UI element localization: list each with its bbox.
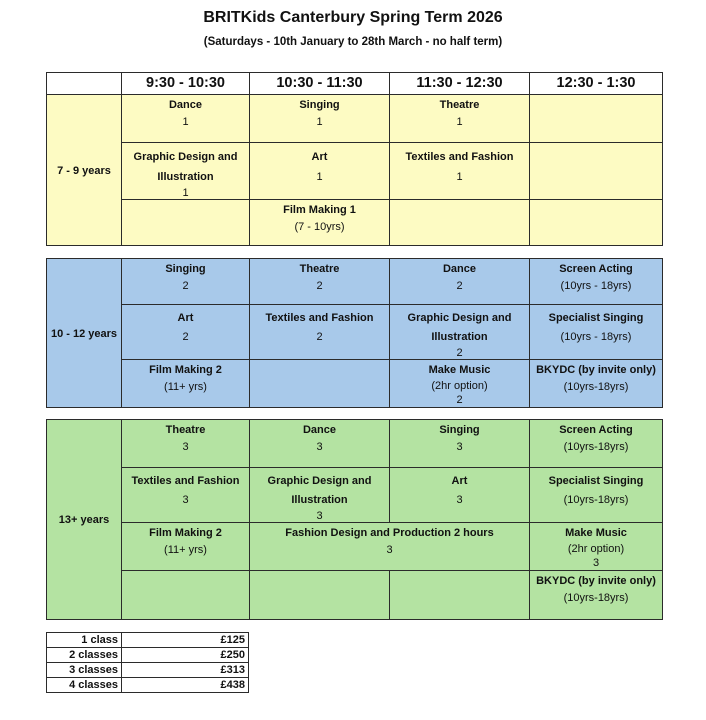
class-cell — [390, 468, 530, 523]
class-cell — [390, 360, 530, 408]
header-blank-cell — [47, 73, 122, 95]
class-cell — [390, 420, 530, 468]
class-cell — [250, 305, 390, 360]
class-name: Graphic Design and Illustration — [407, 312, 512, 343]
class-name: Film Making 2 — [149, 364, 222, 376]
class-detail: 2 — [316, 280, 323, 292]
price-label: 2 classes — [47, 648, 122, 663]
class-cell — [390, 143, 530, 200]
page-title: BRITKids Canterbury Spring Term 2026 — [203, 9, 503, 26]
class-name: Film Making 1 — [283, 204, 356, 216]
class-name: Theatre — [299, 263, 340, 275]
class-name: Theatre — [165, 424, 206, 436]
empty-cell — [530, 95, 663, 143]
time-slot-2: 10:30 - 11:30 — [250, 73, 390, 95]
class-cell — [530, 468, 663, 523]
class-cell — [530, 420, 663, 468]
class-cell — [250, 143, 390, 200]
class-detail: (10yrs-18yrs) — [563, 381, 629, 393]
class-cell — [530, 259, 663, 305]
class-detail: (10yrs - 18yrs) — [560, 280, 632, 292]
class-name: Screen Acting — [559, 263, 633, 275]
price-value: £313 — [122, 663, 249, 678]
class-detail: 1 — [456, 116, 463, 128]
price-row — [47, 678, 249, 693]
time-slot-3: 11:30 - 12:30 — [390, 73, 530, 95]
price-value: £438 — [122, 678, 249, 693]
empty-cell — [390, 571, 530, 620]
class-detail: 1 — [316, 116, 323, 128]
class-detail: (11+ yrs) — [164, 544, 207, 556]
price-row — [47, 648, 249, 663]
class-name: Film Making 2 — [149, 527, 222, 539]
class-cell — [122, 95, 250, 143]
class-name: Textiles and Fashion — [265, 312, 374, 324]
table-row — [47, 200, 663, 246]
class-detail: 1 — [182, 187, 189, 199]
class-detail: 3 — [386, 544, 393, 556]
class-name: Art — [311, 151, 328, 163]
class-name: BKYDC (by invite only) — [536, 575, 656, 587]
class-cell — [390, 259, 530, 305]
class-name: Graphic Design and Illustration — [133, 151, 238, 183]
class-cell — [530, 523, 663, 571]
price-table — [46, 632, 249, 693]
class-detail: 1 — [456, 171, 463, 183]
table-row — [47, 420, 663, 468]
class-cell — [122, 420, 250, 468]
class-name: Fashion Design and Production 2 hours — [285, 527, 494, 539]
timetable-7-9 — [46, 72, 663, 246]
class-detail: 2 — [456, 347, 463, 359]
class-name: Art — [177, 312, 194, 324]
price-label: 3 classes — [47, 663, 122, 678]
price-value: £125 — [122, 633, 249, 648]
class-detail-extra: 2 — [456, 394, 463, 406]
class-detail: 3 — [182, 441, 189, 453]
class-detail: (10yrs - 18yrs) — [560, 331, 632, 343]
class-cell — [250, 95, 390, 143]
class-name: BKYDC (by invite only) — [536, 364, 656, 376]
class-name: Make Music — [428, 364, 491, 376]
price-label: 1 class — [47, 633, 122, 648]
class-cell — [250, 420, 390, 468]
age-group-label: 13+ years — [47, 420, 122, 620]
class-detail: 3 — [456, 441, 463, 453]
empty-cell — [390, 200, 530, 246]
class-cell — [250, 200, 390, 246]
class-detail: 2 — [456, 280, 463, 292]
timetable-10-12 — [46, 258, 663, 408]
class-detail: 2 — [182, 331, 189, 343]
empty-cell — [530, 143, 663, 200]
class-detail: (2hr option) — [567, 543, 625, 555]
price-row — [47, 633, 249, 648]
time-slot-4: 12:30 - 1:30 — [530, 73, 663, 95]
class-detail: (11+ yrs) — [164, 381, 207, 393]
class-cell — [250, 468, 390, 523]
class-detail: (7 - 10yrs) — [294, 221, 345, 233]
class-cell — [122, 468, 250, 523]
class-detail: (10yrs-18yrs) — [563, 441, 629, 453]
class-detail: (2hr option) — [431, 380, 488, 392]
class-cell — [122, 259, 250, 305]
class-name: Make Music — [565, 527, 627, 539]
price-value: £250 — [122, 648, 249, 663]
class-cell — [390, 95, 530, 143]
table-row — [47, 468, 663, 523]
age-group-label: 10 - 12 years — [47, 259, 122, 408]
table-row — [47, 305, 663, 360]
table-row — [47, 523, 663, 571]
class-cell — [122, 305, 250, 360]
class-name: Screen Acting — [559, 424, 633, 436]
class-name: Theatre — [439, 99, 480, 111]
class-detail: (10yrs-18yrs) — [563, 592, 629, 604]
class-name: Specialist Singing — [548, 475, 644, 487]
empty-cell — [122, 571, 250, 620]
timetable-13-plus — [46, 419, 663, 620]
time-header-row — [47, 73, 663, 95]
price-row — [47, 663, 249, 678]
class-cell — [530, 305, 663, 360]
age-group-label: 7 - 9 years — [47, 95, 122, 246]
class-detail: 2 — [182, 280, 189, 292]
class-name: Graphic Design and Illustration — [267, 475, 372, 506]
class-name: Art — [451, 475, 468, 487]
class-cell — [122, 360, 250, 408]
class-name: Singing — [439, 424, 480, 436]
class-name: Dance — [442, 263, 477, 275]
empty-cell — [122, 200, 250, 246]
class-cell-wide — [250, 523, 530, 571]
class-detail: 3 — [182, 494, 189, 506]
class-detail-extra: 3 — [592, 557, 600, 569]
empty-cell — [530, 200, 663, 246]
class-name: Textiles and Fashion — [405, 151, 514, 163]
price-label: 4 classes — [47, 678, 122, 693]
class-name: Dance — [302, 424, 337, 436]
empty-cell — [250, 571, 390, 620]
class-detail: 1 — [316, 171, 323, 183]
class-name: Singing — [165, 263, 206, 275]
table-row — [47, 143, 663, 200]
class-name: Textiles and Fashion — [131, 475, 240, 487]
class-cell — [390, 305, 530, 360]
class-cell — [530, 571, 663, 620]
class-detail: 3 — [316, 510, 323, 522]
table-row — [47, 259, 663, 305]
class-name: Dance — [168, 99, 203, 111]
class-detail: (10yrs-18yrs) — [563, 494, 629, 506]
table-row — [47, 571, 663, 620]
table-row — [47, 95, 663, 143]
page-subtitle: (Saturdays - 10th January to 28th March - no half term) — [203, 36, 503, 48]
class-name: Specialist Singing — [548, 312, 644, 324]
class-detail: 1 — [182, 116, 189, 128]
class-cell — [530, 360, 663, 408]
class-cell — [122, 143, 250, 200]
class-cell — [122, 523, 250, 571]
class-detail: 3 — [456, 494, 463, 506]
class-cell — [250, 259, 390, 305]
empty-cell — [250, 360, 390, 408]
time-slot-1: 9:30 - 10:30 — [122, 73, 250, 95]
class-detail: 2 — [316, 331, 323, 343]
table-row — [47, 360, 663, 408]
class-detail: 3 — [316, 441, 323, 453]
class-name: Singing — [299, 99, 340, 111]
